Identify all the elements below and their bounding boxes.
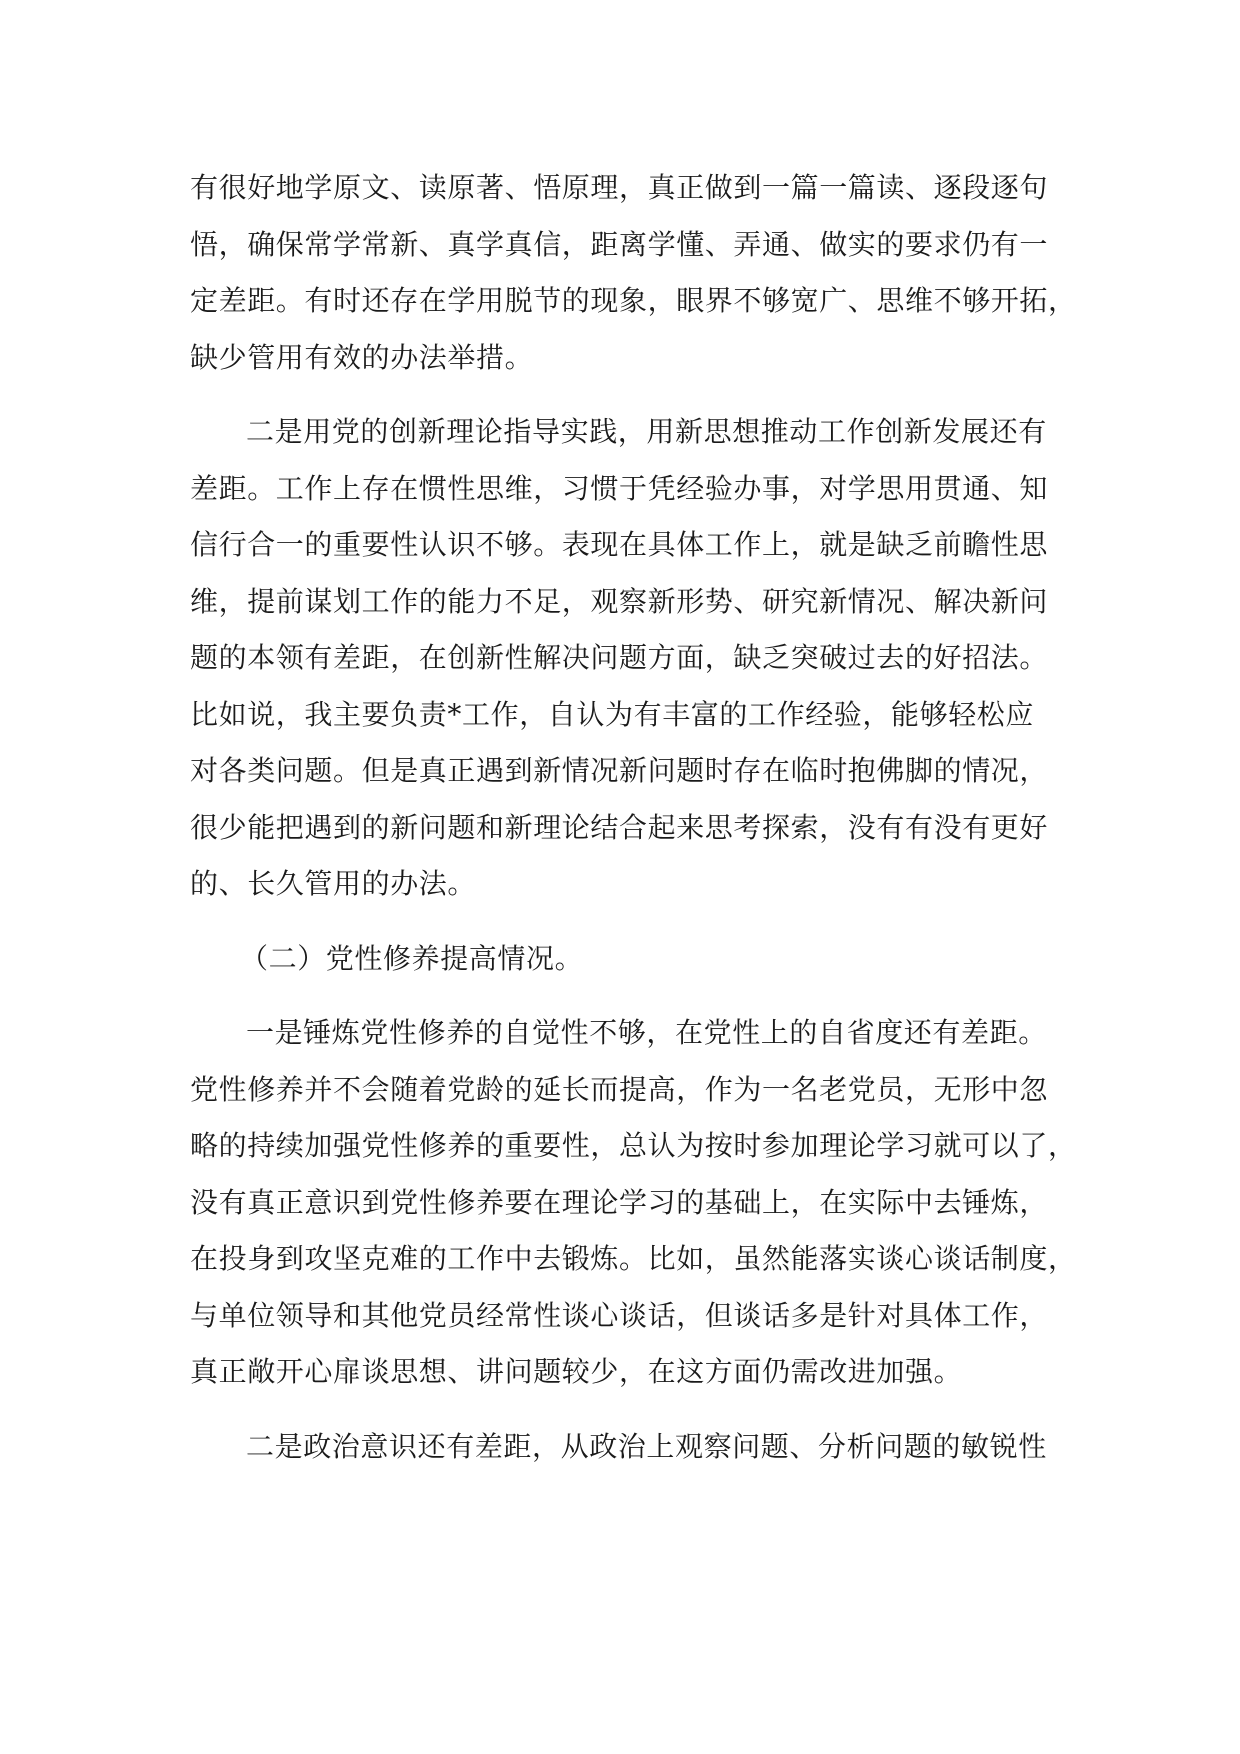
text-line: 在投身到攻坚克难的工作中去锻炼。比如，虽然能落实谈心谈话制度，: [190, 1242, 1077, 1275]
paragraph-gap: [190, 386, 1058, 404]
text-line: 比如说，我主要负责*工作，自认为有丰富的工作经验，能够轻松应: [190, 697, 1035, 731]
text-line: 二是政治意识还有差距，从政治上观察问题、分析问题的敏锐性: [246, 1429, 1047, 1463]
text-line: 定差距。有时还存在学用脱节的现象，眼界不够宽广、思维不够开拓，: [190, 284, 1077, 317]
text-line: 差距。工作上存在惯性思维，习惯于凭经验办事，对学思用贯通、知: [190, 471, 1049, 505]
text-line: 很少能把遇到的新问题和新理论结合起来思考探索，没有有没有更好: [190, 810, 1049, 844]
text-line: 缺少管用有效的办法举措。: [190, 340, 534, 374]
paragraph-2: [190, 404, 1058, 913]
section-heading: [190, 931, 1058, 988]
paragraph-1: [190, 160, 1077, 386]
section-heading-text: （二）党性修养提高情况。: [240, 941, 584, 975]
text-line: 的、长久管用的办法。: [190, 867, 477, 900]
text-line: 二是用党的创新理论指导实践，用新思想推动工作创新发展还有: [246, 415, 1047, 448]
text-line: 略的持续加强党性修养的重要性，总认为按时参加理论学习就可以了，: [190, 1129, 1077, 1162]
text-line: 悟，确保常学常新、真学真信，距离学懂、弄通、做实的要求仍有一: [190, 227, 1049, 261]
paragraph-gap: [190, 987, 1058, 1005]
document-body: [190, 160, 1077, 1475]
text-line: 信行合一的重要性认识不够。表现在具体工作上，就是缺乏前瞻性思: [190, 528, 1049, 561]
text-line: 对各类问题。但是真正遇到新情况新问题时存在临时抱佛脚的情况，: [190, 754, 1049, 787]
text-line: 一是锤炼党性修养的自觉性不够，在党性上的自省度还有差距。: [246, 1016, 1047, 1049]
text-line: 有很好地学原文、读原著、悟原理，真正做到一篇一篇读、逐段逐句: [190, 171, 1049, 204]
text-line: 真正敞开心扉谈思想、讲问题较少，在这方面仍需改进加强。: [190, 1355, 963, 1388]
text-line: 没有真正意识到党性修养要在理论学习的基础上，在实际中去锤炼，: [190, 1185, 1049, 1219]
paragraph-4: [190, 1419, 1058, 1476]
paragraph-gap: [190, 913, 1058, 931]
text-line: 与单位领导和其他党员经常性谈心谈话，但谈话多是针对具体工作，: [190, 1298, 1049, 1332]
text-line: 维，提前谋划工作的能力不足，观察新形势、研究新情况、解决新问: [190, 584, 1049, 618]
text-line: 题的本领有差距，在创新性解决问题方面，缺乏突破过去的好招法。: [190, 641, 1049, 674]
text-line: 党性修养并不会随着党龄的延长而提高，作为一名老党员，无形中忽: [190, 1072, 1049, 1106]
paragraph-gap: [190, 1401, 1058, 1419]
paragraph-3: [190, 1005, 1077, 1401]
